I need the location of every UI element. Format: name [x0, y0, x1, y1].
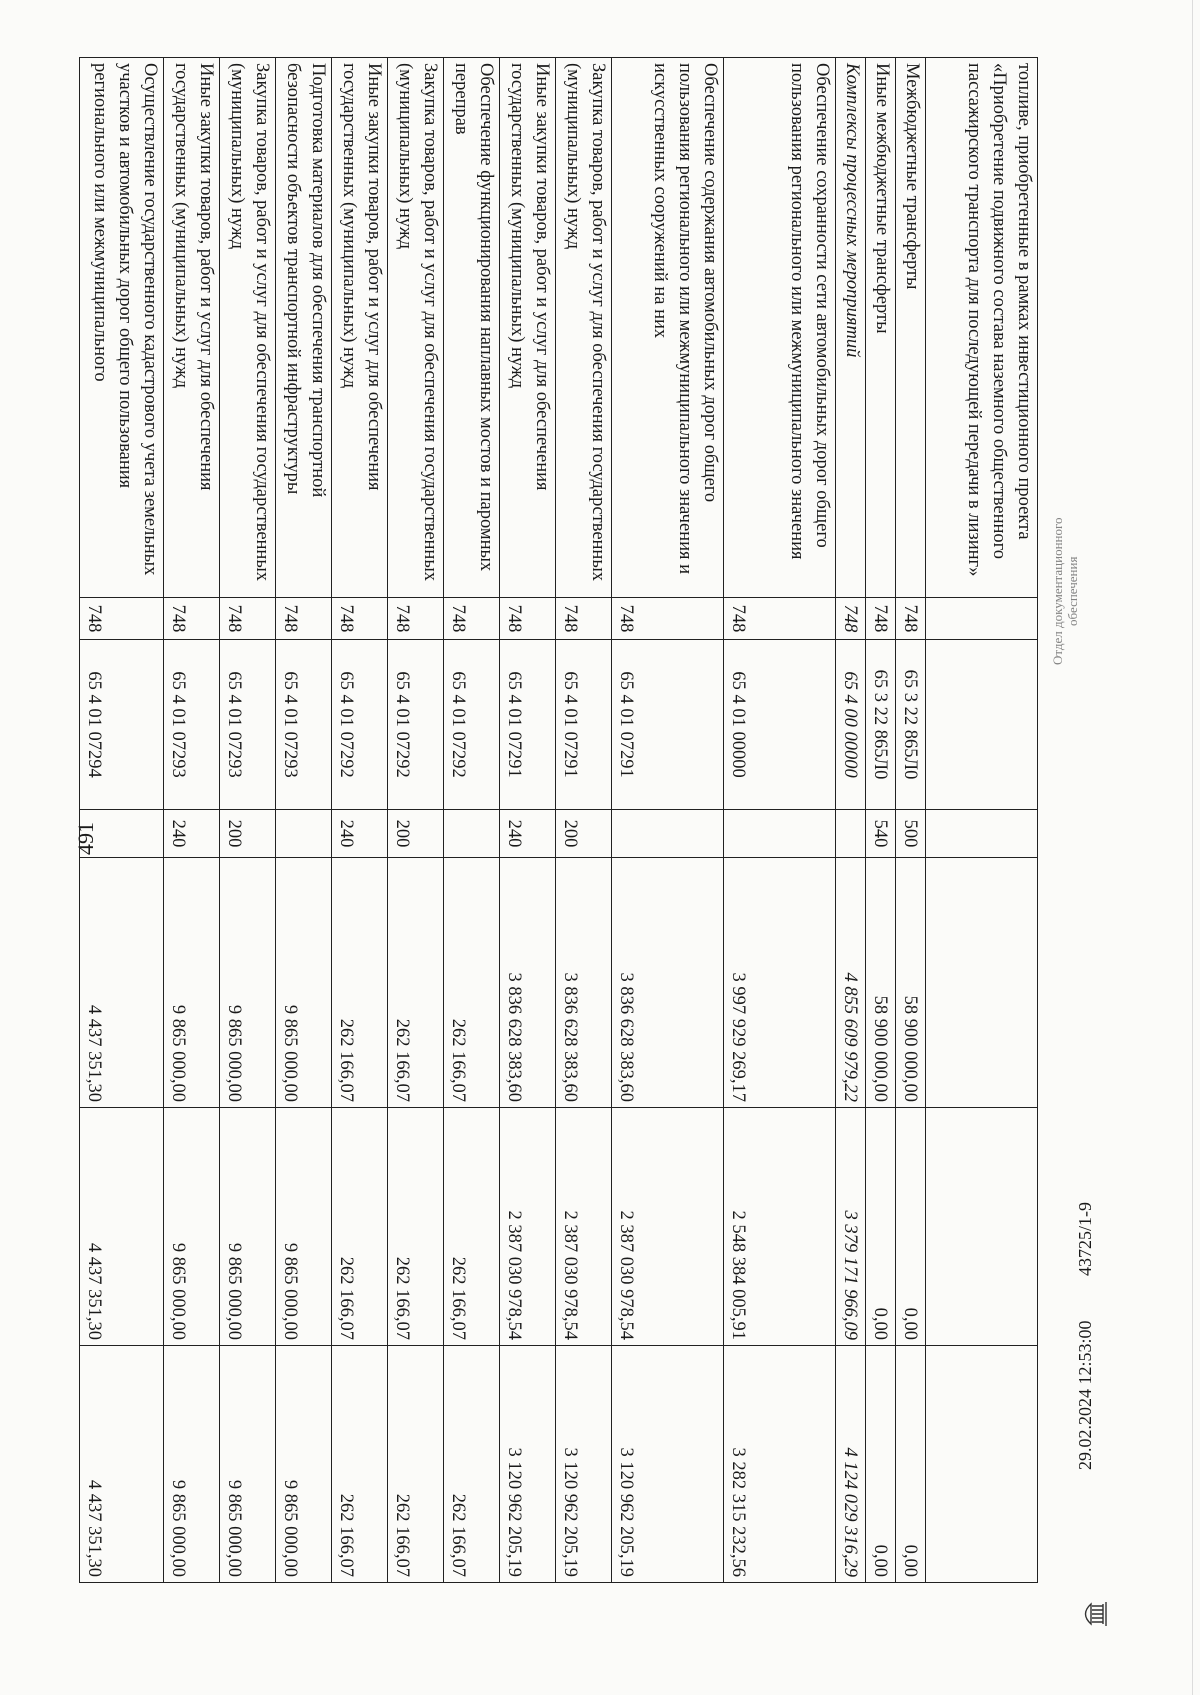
row-program-code: 65 4 01 07291: [556, 640, 612, 810]
row-value-year2: 0,00: [896, 1108, 926, 1346]
row-code: 748: [388, 598, 444, 640]
row-program-code: 65 4 01 07292: [444, 640, 500, 810]
row-value-year1: 3 836 628 383,60: [556, 858, 612, 1108]
row-expense-type: [926, 810, 1038, 858]
row-value-year3: 262 166,07: [332, 1346, 388, 1583]
row-value-year2: 2 387 030 978,54: [500, 1108, 556, 1346]
row-value-year1: 3 836 628 383,60: [500, 858, 556, 1108]
row-value-year1: 9 865 000,00: [276, 858, 332, 1108]
department-stamp: [1050, 518, 1080, 666]
row-value-year3: 3 120 962 205,19: [612, 1346, 724, 1583]
row-code: 748: [556, 598, 612, 640]
row-value-year2: 262 166,07: [332, 1108, 388, 1346]
row-value-year2: 9 865 000,00: [276, 1108, 332, 1346]
row-value-year1: [926, 858, 1038, 1108]
row-name: Закупка товаров, работ и услуг для обеспечения государственных (муниципальных) нужд: [220, 58, 276, 598]
table-row: [444, 58, 500, 1583]
row-value-year2: 2 387 030 978,54: [612, 1108, 724, 1346]
row-program-code: 65 4 01 07293: [164, 640, 220, 810]
row-value-year3: 262 166,07: [444, 1346, 500, 1583]
table-row: [332, 58, 388, 1583]
row-program-code: 65 3 22 865Л0: [866, 640, 896, 810]
row-name: Закупка товаров, работ и услуг для обеспечения государственных (муниципальных) нужд: [556, 58, 612, 598]
budget-table: [79, 57, 1038, 1583]
row-value-year3: 0,00: [866, 1346, 896, 1583]
row-value-year1: 3 836 628 383,60: [612, 858, 724, 1108]
row-name: Иные закупки товаров, работ и услуг для обеспечения государственных (муниципальных) нужд: [164, 58, 220, 598]
row-expense-type: [80, 810, 164, 858]
row-value-year1: 262 166,07: [388, 858, 444, 1108]
emblem-icon: [1081, 1595, 1109, 1633]
row-expense-type: 200: [220, 810, 276, 858]
row-name: Иные закупки товаров, работ и услуг для обеспечения государственных (муниципальных) нужд: [500, 58, 556, 598]
row-value-year2: 262 166,07: [388, 1108, 444, 1346]
row-value-year2: 4 437 351,30: [80, 1108, 164, 1346]
row-program-code: 65 4 01 07292: [388, 640, 444, 810]
row-code: 748: [444, 598, 500, 640]
row-value-year3: 3 282 315 232,56: [724, 1346, 836, 1583]
row-value-year3: 9 865 000,00: [164, 1346, 220, 1583]
row-code: 748: [612, 598, 724, 640]
row-value-year1: 262 166,07: [332, 858, 388, 1108]
row-value-year1: 4 855 609 979,22: [836, 858, 866, 1108]
page-footer: [1075, 1050, 1115, 1470]
row-code: 748: [80, 598, 164, 640]
row-name: топливе, приобретенные в рамках инвестиционного проекта «Приобретение подвижного состава наземного общественного пассажирского транспорта для последующей передачи в лизинг»: [926, 58, 1038, 598]
row-program-code: 65 4 01 07291: [500, 640, 556, 810]
row-value-year1: 58 900 000,00: [896, 858, 926, 1108]
row-value-year2: 2 548 384 005,91: [724, 1108, 836, 1346]
row-name: Закупка товаров, работ и услуг для обеспечения государственных (муниципальных) нужд: [388, 58, 444, 598]
row-code: 748: [836, 598, 866, 640]
row-expense-type: 240: [164, 810, 220, 858]
row-value-year2: 262 166,07: [444, 1108, 500, 1346]
row-expense-type: [276, 810, 332, 858]
row-value-year3: 3 120 962 205,19: [556, 1346, 612, 1583]
row-name: Обеспечение функционирования наплавных мостов и паромных переправ: [444, 58, 500, 598]
row-code: 748: [276, 598, 332, 640]
row-name: Комплексы процессных мероприятий: [836, 58, 866, 598]
row-value-year1: 4 437 351,30: [80, 858, 164, 1108]
row-value-year3: 4 437 351,30: [80, 1346, 164, 1583]
table-row: [612, 58, 724, 1583]
row-program-code: 65 4 01 07294: [80, 640, 164, 810]
row-program-code: 65 4 00 00000: [836, 640, 866, 810]
row-program-code: 65 4 01 07293: [276, 640, 332, 810]
table-row: [866, 58, 896, 1583]
row-expense-type: [724, 810, 836, 858]
row-value-year2: [926, 1108, 1038, 1346]
row-program-code: 65 4 01 07291: [612, 640, 724, 810]
table-row: [896, 58, 926, 1583]
row-code: 748: [500, 598, 556, 640]
row-value-year2: 9 865 000,00: [164, 1108, 220, 1346]
row-program-code: 65 3 22 865Л0: [896, 640, 926, 810]
row-value-year2: 0,00: [866, 1108, 896, 1346]
row-code: 748: [896, 598, 926, 640]
row-expense-type: [444, 810, 500, 858]
row-name: Обеспечение сохранности сети автомобильных дорог общего пользования регионального или межмуниципального значения: [724, 58, 836, 598]
row-name: Осуществление государственного кадастрового учета земельных участков и автомобильных дорог общего пользования регионального или межмуниципального: [80, 58, 164, 598]
row-code: 748: [724, 598, 836, 640]
row-value-year1: 262 166,07: [444, 858, 500, 1108]
table-row: [500, 58, 556, 1583]
row-expense-type: [836, 810, 866, 858]
table-row: [220, 58, 276, 1583]
row-value-year1: 9 865 000,00: [164, 858, 220, 1108]
table-row: [926, 58, 1038, 1583]
row-name: Подготовка материалов для обеспечения транспортной безопасности объектов транспортной инфраструктуры: [276, 58, 332, 598]
table-row: [80, 58, 164, 1583]
row-value-year2: 9 865 000,00: [220, 1108, 276, 1346]
row-expense-type: 200: [556, 810, 612, 858]
row-name: Межбюджетные трансферты: [896, 58, 926, 598]
row-program-code: 65 4 01 07292: [332, 640, 388, 810]
table-row: [276, 58, 332, 1583]
row-name: Иные закупки товаров, работ и услуг для обеспечения государственных (муниципальных) нужд: [332, 58, 388, 598]
table-row: [164, 58, 220, 1583]
table-row: [836, 58, 866, 1583]
row-value-year3: 9 865 000,00: [220, 1346, 276, 1583]
row-value-year3: 4 124 029 316,29: [836, 1346, 866, 1583]
row-name: Иные межбюджетные трансферты: [866, 58, 896, 598]
row-value-year3: [926, 1346, 1038, 1583]
row-value-year3: 9 865 000,00: [276, 1346, 332, 1583]
row-value-year3: 262 166,07: [388, 1346, 444, 1583]
footer-doc-id: 43725/1-9: [1075, 1201, 1095, 1276]
row-expense-type: 540: [866, 810, 896, 858]
row-value-year2: 2 387 030 978,54: [556, 1108, 612, 1346]
row-value-year1: 58 900 000,00: [866, 858, 896, 1108]
row-value-year2: 3 379 171 966,09: [836, 1108, 866, 1346]
page-number: 491: [73, 822, 98, 855]
row-program-code: [926, 640, 1038, 810]
row-code: 748: [332, 598, 388, 640]
row-expense-type: 240: [332, 810, 388, 858]
row-code: 748: [164, 598, 220, 640]
row-code: [926, 598, 1038, 640]
row-expense-type: [612, 810, 724, 858]
row-value-year1: 3 997 929 269,17: [724, 858, 836, 1108]
row-value-year3: 3 120 962 205,19: [500, 1346, 556, 1583]
scan-edge-line: [1192, 0, 1193, 1695]
row-expense-type: 500: [896, 810, 926, 858]
row-code: 748: [220, 598, 276, 640]
row-value-year1: 9 865 000,00: [220, 858, 276, 1108]
row-expense-type: 240: [500, 810, 556, 858]
footer-timestamp: 29.02.2024 12:53:00: [1075, 1320, 1095, 1470]
stamp-line-2: обеспечения: [1065, 556, 1080, 626]
table-row: [388, 58, 444, 1583]
row-program-code: 65 4 01 07293: [220, 640, 276, 810]
table-row: [556, 58, 612, 1583]
stamp-line-1: Отдел документационного: [1050, 517, 1065, 665]
row-program-code: 65 4 01 00000: [724, 640, 836, 810]
row-code: 748: [866, 598, 896, 640]
row-name: Обеспечение содержания автомобильных дорог общего пользования регионального или межмуниципального значения и искусственных сооружений на них: [612, 58, 724, 598]
table-row: [724, 58, 836, 1583]
row-expense-type: 200: [388, 810, 444, 858]
row-value-year3: 0,00: [896, 1346, 926, 1583]
